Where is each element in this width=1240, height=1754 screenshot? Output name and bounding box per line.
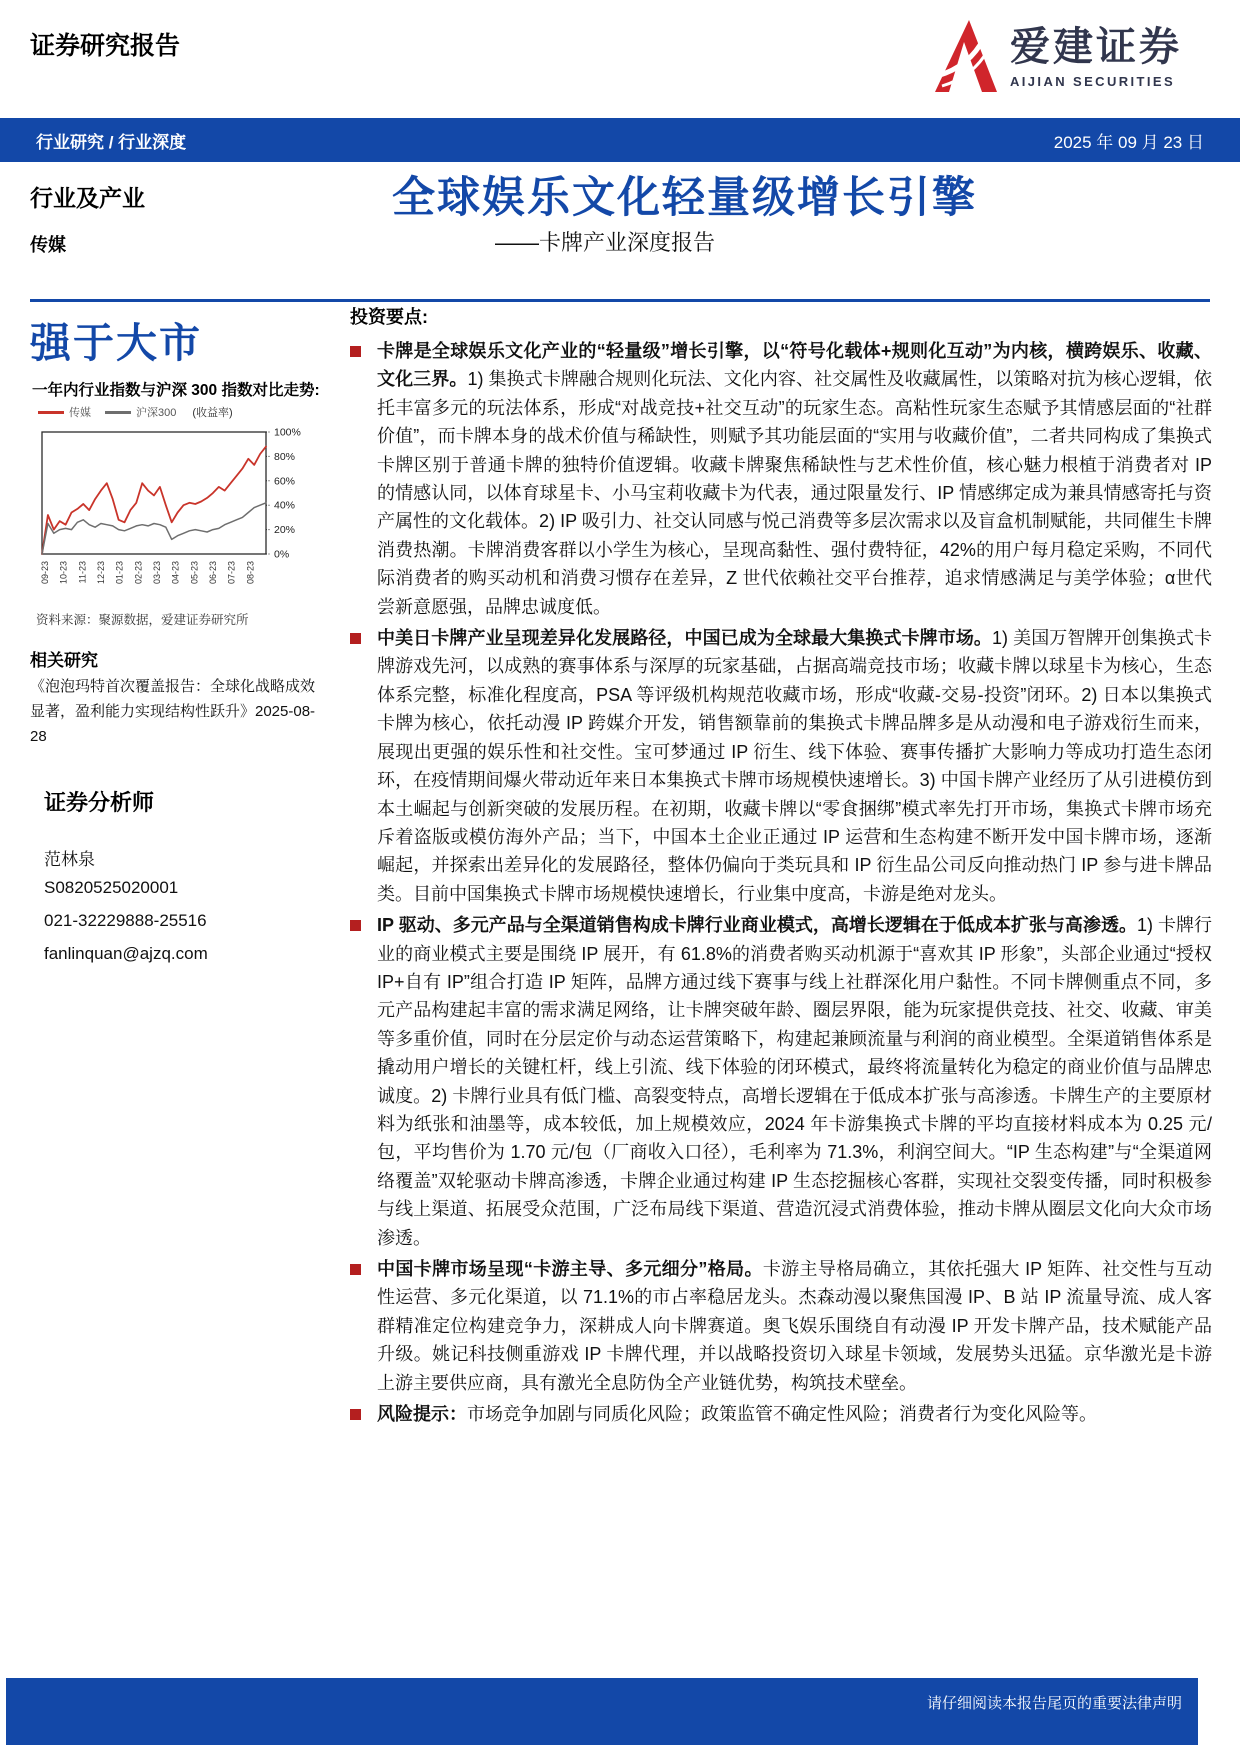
analyst-email: fanlinquan@ajzq.com (44, 944, 208, 963)
svg-text:06-23: 06-23 (208, 561, 218, 585)
key-point-1 (350, 337, 1212, 621)
media-line-swatch-icon (38, 411, 64, 414)
trend-line-chart (30, 424, 325, 602)
key-point-1-text: 卡牌是全球娱乐文化产业的“轻量级”增长引擎，以“符号化载体+规则化互动”为内核，横跨娱乐、收藏、文化三界。1) 集换式卡牌融合规则化玩法、文化内容、社交属性及收藏属性，以策略对抗为核心逻辑，依托丰富多元的玩法体系，形成“对战竞技+社交互动”的玩家生态。高粘性玩家生态赋予其情感层面的“社群价值”，而卡牌本身的战术价值与稀缺性，则赋予其功能层面的“实用与收藏价值”，二者共同构成了集换式卡牌区别于普通卡牌的独特价值逻辑。收藏卡牌聚焦稀缺性与艺术性价值，核心魅力根植于消费者对 IP 的情感认同，以体育球星卡、小马宝莉收藏卡为代表，通过限量发行、IP 情感绑定成为兼具情感寄托与资产属性的文化载体。2) IP 吸引力、社交认同感与悦己消费等多层次需求以及盲盒机制赋能，共同催生卡牌消费热潮。卡牌消费客群以小学生为核心，呈现高黏性、强付费特征，42%的用户每月稳定采购，不同代际消费者的购买动机和消费习惯存在差异，Z 世代依赖社交平台推荐，追求情感满足与美学体验；α世代尝新意愿强，品牌忠诚度低。 (377, 341, 1212, 617)
key-point-2-text: 中美日卡牌产业呈现差异化发展路径，中国已成为全球最大集换式卡牌市场。1) 美国万智牌开创集换式卡牌游戏先河，以成熟的赛事体系与深厚的玩家基础，占据高端竞技市场；收藏卡牌以球星卡为核心，生态体系完整，标准化程度高，PSA 等评级机构规范收藏市场，形成“收藏-交易-投资”闭环。2) 日本以集换式卡牌为核心，依托动漫 IP 跨媒介开发，销售额靠前的集换式卡牌品牌多是从动漫和电子游戏衍生而来，展现出更强的娱乐性和社交性。宝可梦通过 IP 衍生、线下体验、赛事传播扩大影响力等成功打造生态闭环，在疫情期间爆火带动近年来日本集换式卡牌市场规模快速增长。3) 中国卡牌产业经历了从引进模仿到本土崛起与创新突破的发展历程。在初期，收藏卡牌以“零食捆绑”模式率先打开市场，集换式卡牌市场充斥着盗版或模仿海外产品；当下，中国本土企业正通过 IP 运营和生态构建不断开发中国卡牌市场，逐渐崛起，并探索出差异化的发展路径，整体仍偏向于类玩具和 IP 衍生品公司反向推动热门 IP 参与进卡牌品类。目前中国集换式卡牌市场规模快速增长，行业集中度高，卡游是绝对龙头。 (377, 628, 1212, 904)
analyst-name: 范林泉 (44, 850, 95, 869)
brand-logo (932, 18, 1182, 94)
hs300-line-swatch-icon (105, 411, 131, 414)
key-point-5-risk (350, 1400, 1212, 1428)
industry-label: 传媒 (30, 235, 66, 255)
svg-text:07-23: 07-23 (226, 561, 237, 585)
svg-text:80%: 80% (274, 450, 296, 463)
svg-text:02-23: 02-23 (133, 561, 144, 585)
key-points-heading: 投资要点: (350, 307, 428, 327)
svg-text:10-23: 10-23 (58, 561, 69, 585)
report-date: 2025 年 09 月 23 日 (1053, 132, 1204, 152)
key-point-2 (350, 624, 1212, 908)
analyst-license: S0820525020001 (44, 878, 179, 897)
analyst-heading: 证券分析师 (44, 790, 155, 815)
analyst-phone: 021-32229888-25516 (44, 911, 207, 930)
bullet-square-icon (350, 1409, 361, 1420)
page-title: 全球娱乐文化轻量级增长引擎 (392, 174, 977, 222)
svg-text:11-23: 11-23 (77, 561, 88, 584)
bullet-square-icon (350, 346, 361, 357)
svg-text:03-23: 03-23 (152, 561, 162, 585)
brand-name-cn: 爱建证券 (1010, 25, 1182, 69)
brand-name-en: AIJIAN SECURITIES (1010, 74, 1176, 89)
aijian-logo-icon (932, 18, 998, 94)
svg-text:09-23: 09-23 (40, 561, 50, 585)
key-point-4-text: 中国卡牌市场呈现“卡游主导、多元细分”格局。卡游主导格局确立，其依托强大 IP 矩阵、社交性与互动性运营、多元化渠道，以 71.1%的市占率稳居龙头。杰森动漫以聚焦国漫 IP、B 站 IP 流量导流、成人客群精准定位构建竞争力，深耕成人向卡牌赛道。奥飞娱乐围绕自有动漫 IP 开发卡牌产品，技术赋能产品升级。姚记科技侧重游戏 IP 卡牌代理，并以战略投资切入球星卡领域，发展势头迅猛。京华激光是卡游上游主要供应商，具有激光全息防伪全产业链优势，构筑技术壁垒。 (377, 1259, 1213, 1393)
key-point-5-text: 风险提示：市场竞争加剧与同质化风险；政策监管不确定性风险；消费者行为变化风险等。 (377, 1404, 1097, 1425)
legend-item-media (38, 404, 91, 420)
bullet-square-icon (350, 920, 361, 931)
report-type-label: 证券研究报告 (30, 32, 181, 60)
svg-text:100%: 100% (274, 426, 301, 439)
svg-text:04-23: 04-23 (170, 561, 181, 585)
bullet-square-icon (350, 633, 361, 644)
svg-text:40%: 40% (274, 499, 296, 512)
category-band (0, 118, 1240, 162)
investment-highlights (350, 303, 1212, 1431)
svg-text:08-23: 08-23 (245, 561, 256, 585)
chart-legend (38, 404, 325, 420)
svg-text:20%: 20% (274, 524, 296, 537)
chart-caption: 一年内行业指数与沪深 300 指数对比走势: (32, 382, 320, 399)
svg-text:12-23: 12-23 (96, 561, 106, 585)
bullet-square-icon (350, 1264, 361, 1275)
svg-text:60%: 60% (274, 475, 296, 488)
legend-label-media: 传媒 (69, 407, 91, 419)
svg-text:01-23: 01-23 (114, 561, 125, 585)
key-point-4 (350, 1255, 1212, 1397)
legend-label-hs300: 沪深300 (136, 407, 177, 419)
key-point-3 (350, 911, 1212, 1252)
svg-text:0%: 0% (274, 548, 290, 561)
footer-bar (6, 1678, 1198, 1745)
index-trend-chart (30, 404, 325, 602)
related-research-item: 《泡泡玛特首次覆盖报告：全球化战略成效显著，盈利能力实现结构性跃升》2025-08-28 (30, 678, 316, 745)
section-label: 行业及产业 (30, 185, 145, 211)
data-source-note: 资料来源：聚源数据，爱建证券研究所 (36, 613, 249, 627)
header-divider (30, 299, 1210, 302)
legal-notice: 请仔细阅读本报告尾页的重要法律声明 (926, 1695, 1182, 1712)
report-category: 行业研究 / 行业深度 (36, 132, 187, 152)
related-research-title: 相关研究 (30, 651, 98, 670)
key-point-3-text: IP 驱动、多元产品与全渠道销售构成卡牌行业商业模式，高增长逻辑在于低成本扩张与高渗透。1) 卡牌行业的商业模式主要是围绕 IP 展开，有 61.8%的消费者购买动机源于“喜欢其 IP 形象”，头部企业通过“授权 IP+自有 IP”组合打造 IP 矩阵，品牌方通过线下赛事与线上社群深化用户黏性。不同卡牌侧重点不同，多元产品构建起丰富的需求满足网络，让卡牌突破年龄、圈层界限，能为玩家提供竞技、社交、收藏、审美等多重价值，同时在分层定价与动态运营策略下，构建起兼顾流量与利润的商业模型。全渠道销售体系是撬动用户增长的关键杠杆，线上引流、线下体验的闭环模式，最终将流量转化为稳定的商业价值与品牌忠诚度。2) 卡牌行业具有低门槛、高裂变特点，高增长逻辑在于低成本扩张与高渗透。卡牌生产的主要原材料为纸张和油墨等，成本较低，加上规模效应，2024 年卡游集换式卡牌的平均直接材料成本为 0.25 元/包，平均售价为 1.70 元/包（厂商收入口径），毛利率为 71.3%，利润空间大。“IP 生态构建”与“全渠道网络覆盖”双轮驱动卡牌高渗透，卡牌企业通过构建 IP 生态挖掘核心客群，实现社交裂变传播，同时积极参与线上渠道、拓展受众范围，广泛布局线下渠道、营造沉浸式消费体验，推动卡牌从圈层文化向大众市场渗透。 (377, 915, 1212, 1248)
rating-badge: 强于大市 (30, 320, 202, 366)
legend-unit-note: (收益率) (192, 407, 233, 419)
legend-item-hs300 (105, 404, 176, 420)
svg-text:05-23: 05-23 (189, 561, 200, 585)
brand-name (1010, 26, 1182, 89)
page-subtitle: ——卡牌产业深度报告 (495, 230, 716, 255)
